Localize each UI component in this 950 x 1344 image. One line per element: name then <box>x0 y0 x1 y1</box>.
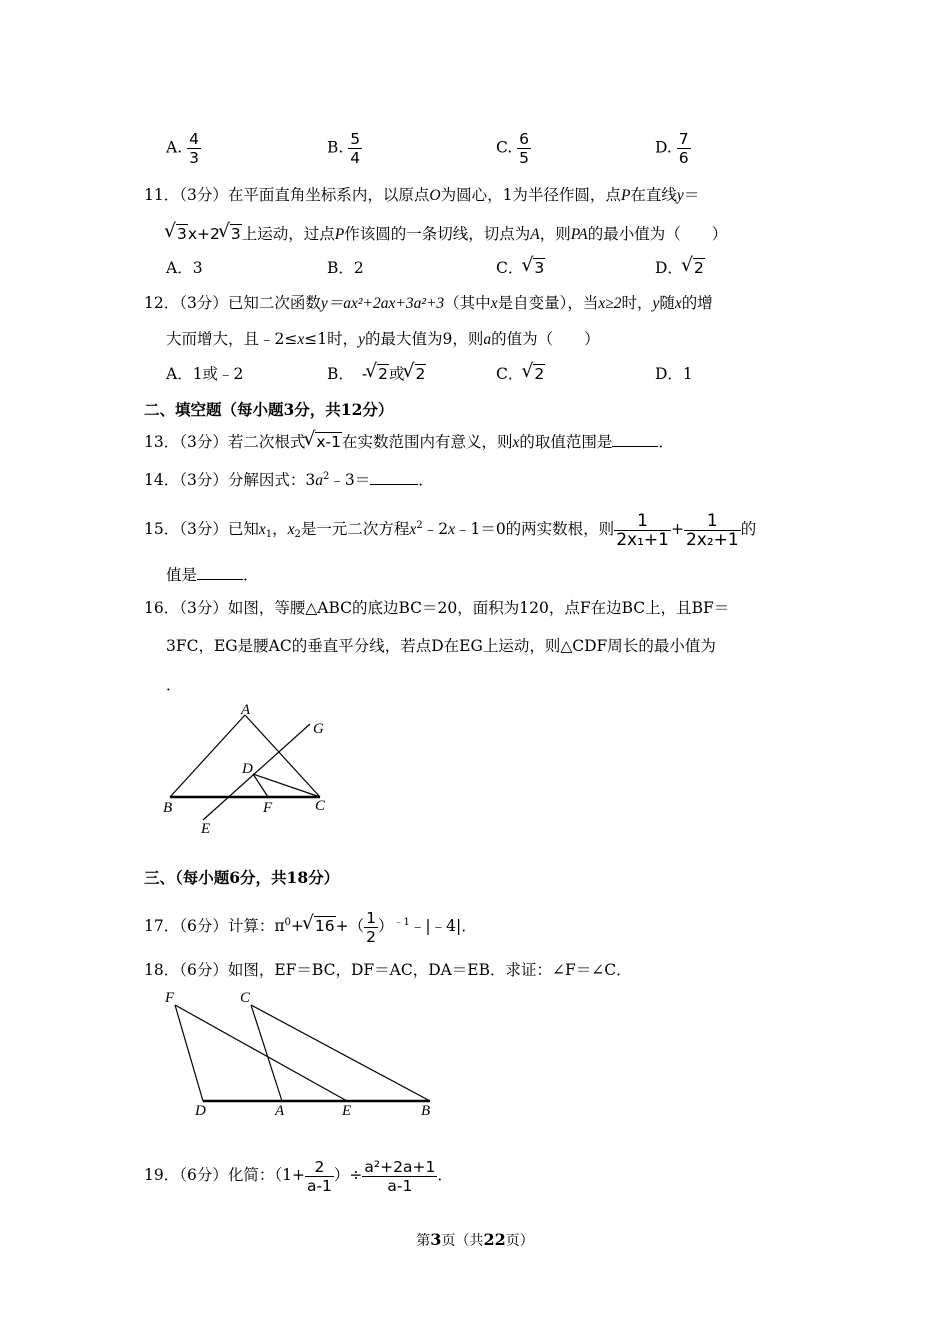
radicand: 2 <box>415 365 426 383</box>
sqrt <box>304 906 336 946</box>
page-footer <box>0 1230 950 1250</box>
q12-option-b <box>327 364 426 384</box>
text: 大而增大，且﹣2≤ <box>166 330 298 348</box>
text: 是自变量），当 <box>497 294 599 312</box>
fraction <box>684 512 741 549</box>
text: （3分）在平面直角坐标系内，以原点 <box>179 186 430 204</box>
question-number: 15． <box>144 520 180 538</box>
var: x <box>512 434 520 451</box>
q11-line2 <box>166 224 727 245</box>
text: 在实数范围内有意义，则 <box>342 433 513 451</box>
text: （3分）分解因式：3 <box>179 471 316 489</box>
q12-line1 <box>144 293 713 314</box>
var: x <box>258 521 266 538</box>
label-g: G <box>313 721 324 737</box>
radicand: 2 <box>693 259 704 277</box>
fraction <box>614 512 671 549</box>
question-number: 18． <box>144 961 180 979</box>
var: x <box>297 331 305 348</box>
numerator: 4 <box>189 130 199 148</box>
denominator: 3 <box>189 149 199 167</box>
label-a: A <box>241 702 251 718</box>
label-e: E <box>201 821 211 837</box>
text: ﹣1＝0的两实数根，则 <box>454 520 615 538</box>
fraction <box>187 130 201 167</box>
q19 <box>144 1155 453 1195</box>
text: +（ <box>335 917 365 935</box>
fraction <box>305 1158 334 1195</box>
option-label: D. <box>655 138 672 157</box>
page-total: 22 <box>483 1230 506 1249</box>
var: a <box>483 331 492 348</box>
numerator: 7 <box>678 130 689 148</box>
option-label: B. <box>327 138 344 157</box>
var: y <box>652 295 660 312</box>
text: 的最小值为（ ） <box>587 225 728 243</box>
radicand: 16 <box>314 917 335 935</box>
text: （3分）已知 <box>179 520 259 538</box>
q10-option-d <box>655 130 691 167</box>
radicand: 2 <box>378 365 389 383</box>
label-b: B <box>421 1103 431 1119</box>
section-heading: 二、填空题（每小题3分，共12分） <box>144 400 394 419</box>
text: （6分）如图，EF＝BC，DF＝AC，DA＝EB．求证：∠F＝∠C． <box>179 961 632 979</box>
question-number: 13． <box>144 433 180 451</box>
denominator: 2 <box>366 927 377 946</box>
q15-line2 <box>166 565 259 585</box>
text: 在直线 <box>630 186 677 204</box>
var: x <box>287 521 295 538</box>
answer-blank[interactable] <box>370 470 418 485</box>
fraction <box>517 130 531 167</box>
answer-blank[interactable] <box>197 565 243 580</box>
text: 时， <box>621 294 653 312</box>
text: 值是 <box>166 566 198 584</box>
sqrt <box>523 364 545 384</box>
text: 或 <box>389 365 405 383</box>
segment-df <box>253 774 268 797</box>
question-number: 11． <box>144 186 180 204</box>
denominator: 5 <box>519 149 530 167</box>
q11-option-d <box>655 258 705 278</box>
q11-option-b: B．2 <box>327 259 364 277</box>
fraction <box>364 909 378 946</box>
var: x≥2 <box>598 295 622 312</box>
text: 页） <box>505 1233 534 1249</box>
q18 <box>144 960 632 980</box>
q14: 14．（3分）分解因式：$3a^2﹣3=$ ． <box>144 471 434 489</box>
option-label: D． <box>655 259 683 277</box>
text: 第 <box>416 1233 431 1249</box>
label-f: F <box>165 990 175 1006</box>
q12-option-a: A．1或﹣2 <box>166 365 244 383</box>
numerator: 2 <box>305 1158 334 1177</box>
label-a: A <box>275 1103 285 1119</box>
sqrt <box>367 364 389 384</box>
numerator: 5 <box>350 130 361 148</box>
q12-line2 <box>166 329 600 350</box>
text: ． <box>437 1166 453 1184</box>
q12-option-d: D．1 <box>655 365 693 383</box>
q18-figure <box>155 985 445 1120</box>
label-c: C <box>315 798 326 814</box>
var: x <box>409 521 417 538</box>
text: （3分）如图，等腰△ABC的底边BC＝20，面积为120，点F在边BC上，且BF＝ <box>179 599 730 617</box>
var: x <box>448 521 455 538</box>
text: ≤1时， <box>304 330 359 348</box>
option-label: B． <box>327 365 354 383</box>
q15-line1: 15．（3分）已知$x_1$，$x_2$是一元二次方程$x^2﹣2x﹣1=0$的两实数根，则 $\frac{1}{\text{2x₁+1}}$ + $\frac{1}{\text{2x₂+1}}$ 的 <box>144 510 757 550</box>
var: y <box>676 187 684 204</box>
denominator: a-1 <box>387 1176 413 1195</box>
option-label: A. <box>166 138 183 157</box>
text: （6分）化简：（1+ <box>179 1166 305 1184</box>
q13 <box>144 432 674 453</box>
radicand: 3 <box>177 225 187 243</box>
label-c: C <box>240 990 251 1006</box>
text: ，则 <box>539 225 571 243</box>
answer-blank[interactable] <box>612 432 658 447</box>
label-e: E <box>342 1103 352 1119</box>
text: 的最大值为9，则 <box>365 330 484 348</box>
var: y <box>358 331 365 348</box>
radicand: 3 <box>534 259 545 277</box>
q10-option-c <box>496 130 531 167</box>
text: ． <box>658 433 674 451</box>
subscript: 1 <box>265 529 273 540</box>
numerator: 1 <box>366 908 377 927</box>
text: ） <box>378 917 394 935</box>
radicand: x-1 <box>316 433 341 451</box>
numerator: a²+2a+1 <box>364 1157 436 1176</box>
section-heading: 三、（每小题6分，共18分） <box>144 868 340 887</box>
text: （其中 <box>444 294 491 312</box>
question-number: 16． <box>144 599 180 617</box>
text: ， <box>272 520 288 538</box>
var: x <box>674 295 682 312</box>
fraction <box>677 130 691 167</box>
text: - <box>361 365 368 383</box>
var: PA <box>570 226 588 243</box>
text: + <box>290 917 304 935</box>
text: 作该圆的一条切线，切点为 <box>344 225 531 243</box>
denominator: 4 <box>350 149 361 167</box>
text: ． <box>418 471 434 489</box>
radicand: 3 <box>230 225 241 243</box>
sqrt <box>166 224 188 244</box>
q16-line2: 3FC，EG是腰AC的垂直平分线，若点D在EG上运动，则△CDF周长的最小值为 <box>166 637 716 655</box>
text: ﹣2 <box>422 520 449 538</box>
question-number: 14． <box>144 471 180 489</box>
segment-ab <box>170 715 245 797</box>
label-d: D <box>195 1103 206 1119</box>
q12-option-c <box>496 364 545 384</box>
denominator: 6 <box>678 149 689 167</box>
var: P <box>620 187 631 204</box>
exponent: 0 <box>284 917 291 928</box>
line-eg <box>203 724 310 820</box>
option-label: C． <box>496 365 524 383</box>
text: 的增 <box>681 294 713 312</box>
text: 的值为（ ） <box>491 330 600 348</box>
question-number: 17． <box>144 917 180 935</box>
fraction <box>362 1158 437 1195</box>
numerator: 1 <box>684 512 741 531</box>
exponent: ﹣1 <box>393 917 410 928</box>
text: x+2 <box>187 225 220 243</box>
text: ﹣3＝ <box>329 471 371 489</box>
text: （3分）若二次根式 <box>179 433 306 451</box>
numerator: 6 <box>519 130 530 148</box>
page-number: 3 <box>430 1230 442 1249</box>
sqrt <box>523 258 545 278</box>
radicand: 2 <box>534 365 545 383</box>
text: ）÷ <box>333 1166 363 1184</box>
q11-option-c <box>496 258 545 278</box>
text: 是一元二次方程 <box>300 520 410 538</box>
var: O <box>429 187 441 204</box>
sqrt <box>683 258 705 278</box>
q10-option-b <box>327 130 362 167</box>
q10-option-a <box>166 130 201 167</box>
text: 上运动，过点 <box>241 225 335 243</box>
text: 页（共 <box>441 1233 484 1249</box>
label-f: F <box>263 800 273 816</box>
question-number: 12． <box>144 294 180 312</box>
option-label: C． <box>496 259 524 277</box>
q17 <box>144 903 477 946</box>
text: 为圆心，1为半径作圆，点 <box>440 186 621 204</box>
sqrt <box>405 364 427 384</box>
sqrt <box>305 432 342 452</box>
text: ﹣|﹣4|． <box>409 917 477 935</box>
q11-option-a: A．3 <box>166 259 203 277</box>
var: P <box>334 226 345 243</box>
question-number: 19． <box>144 1166 180 1184</box>
text: ＝ <box>683 186 700 204</box>
var: a <box>315 472 323 489</box>
text: （3分）已知二次函数 <box>179 294 321 312</box>
formula: y＝ax²+2ax+3a²+3 <box>320 295 445 312</box>
text: 的取值范围是 <box>519 433 613 451</box>
option-label: C. <box>496 138 513 157</box>
text: 随 <box>659 294 675 312</box>
q16-line1 <box>144 598 729 618</box>
var: x <box>490 295 498 312</box>
segment-fd <box>175 1005 203 1101</box>
text: + <box>670 520 684 538</box>
denominator: 2x₂+1 <box>685 529 739 550</box>
var: A <box>530 226 540 243</box>
label-b: B <box>163 800 173 816</box>
text: ． <box>243 566 259 584</box>
q11-line1 <box>144 185 699 206</box>
denominator: 2x₁+1 <box>616 529 669 550</box>
denominator: a-1 <box>306 1176 332 1195</box>
text: 的 <box>740 520 757 538</box>
sqrt <box>220 224 242 244</box>
q16-line3: ． <box>166 676 182 694</box>
label-d: D <box>242 761 253 777</box>
fraction <box>348 130 362 167</box>
subscript: 2 <box>294 529 301 540</box>
segment-fe <box>175 1005 347 1101</box>
q16-figure <box>155 700 345 840</box>
numerator: 1 <box>614 512 671 531</box>
text: （6分）计算：π <box>179 917 285 935</box>
